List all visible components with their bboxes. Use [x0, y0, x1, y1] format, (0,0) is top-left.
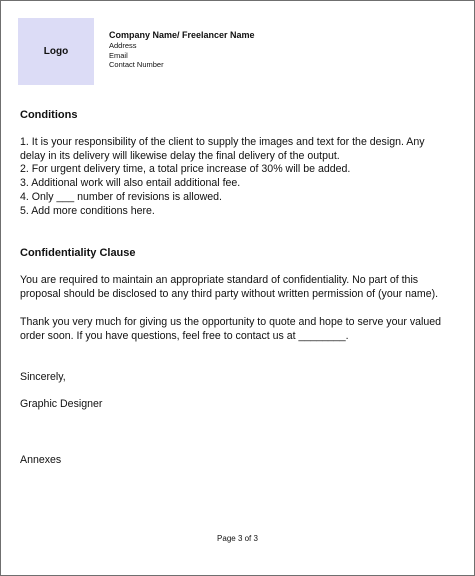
- condition-line: 3. Additional work will also entail additional fee.: [20, 177, 241, 190]
- thanks-line: order soon. If you have questions, feel free to contact us at ________.: [20, 329, 349, 342]
- signature-text: Graphic Designer: [20, 398, 103, 410]
- company-contact: Contact Number: [109, 60, 164, 69]
- thanks-paragraph: [20, 316, 441, 343]
- annexes-text: Annexes: [20, 454, 62, 466]
- company-info: [109, 30, 255, 70]
- company-email: Email: [109, 50, 128, 60]
- condition-line: 5. Add more conditions here.: [20, 204, 155, 217]
- page-number: Page 3 of 3: [217, 534, 258, 543]
- confidentiality-paragraph: [20, 274, 438, 301]
- conditions-list: [20, 136, 425, 218]
- thanks-line: Thank you very much for giving us the opportunity to quote and hope to serve your valued: [20, 316, 442, 328]
- condition-line: 2. For urgent delivery time, a total price increase of 30% will be added.: [20, 163, 351, 176]
- company-address: Address: [109, 41, 137, 50]
- confidentiality-line: You are required to maintain an appropriate standard of confidentiality. No part of this: [20, 274, 419, 286]
- logo-placeholder: [18, 18, 94, 85]
- condition-line: 4. Only ___ number of revisions is allowed.: [20, 190, 222, 203]
- condition-line: 1. It is your responsibility of the client to supply the images and text for the design. Any: [20, 136, 425, 148]
- conditions-heading: Conditions: [20, 109, 78, 121]
- condition-line: delay in its delivery will likewise delay the final delivery of the output.: [20, 149, 340, 162]
- confidentiality-heading: Confidentiality Clause: [20, 247, 136, 259]
- confidentiality-line: proposal should be disclosed to any third party without written permission of (your name).: [20, 287, 439, 300]
- logo-text: Logo: [43, 46, 69, 57]
- sincerely-text: Sincerely,: [20, 371, 66, 383]
- company-name: Company Name/ Freelancer Name: [109, 30, 255, 40]
